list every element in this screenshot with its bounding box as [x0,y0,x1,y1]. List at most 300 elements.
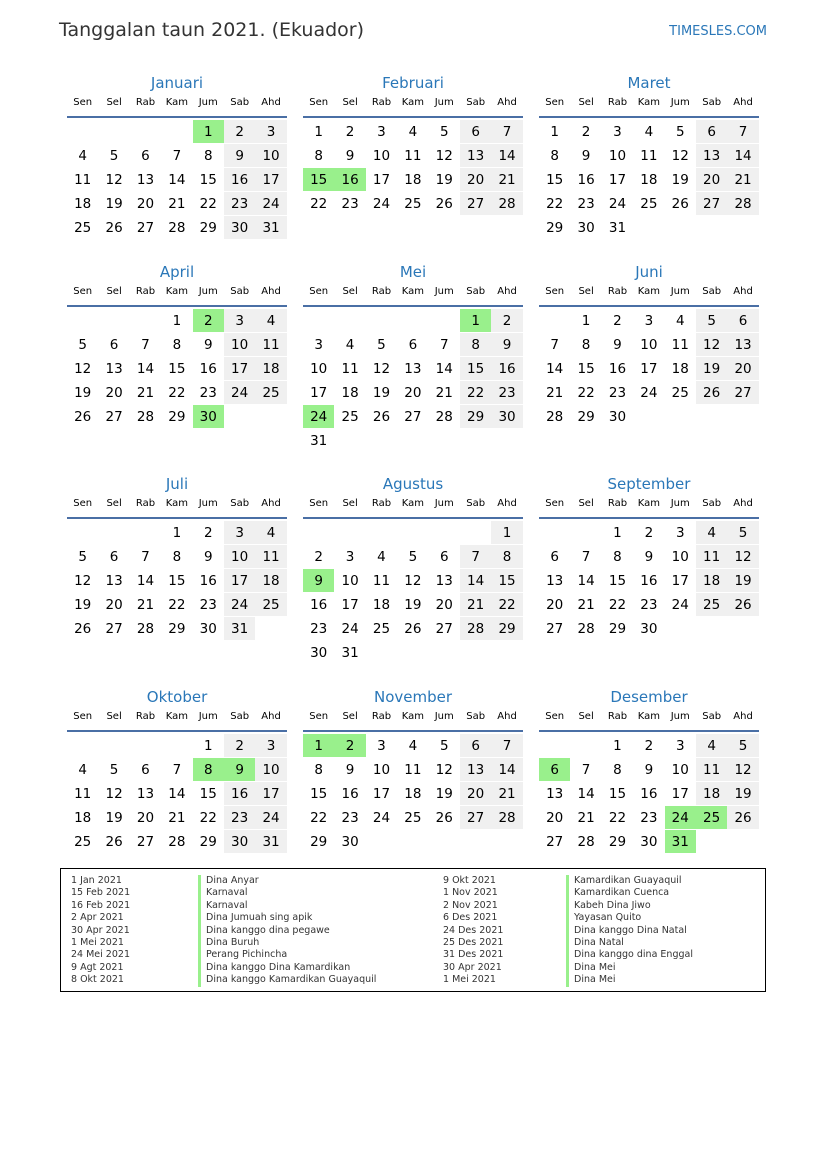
day-cell: 26 [696,380,727,404]
legend-date: 24 Des 2021 [443,924,504,936]
day-cell: 12 [67,356,98,380]
day-cell: 30 [633,616,664,640]
day-cell: 31 [224,616,255,640]
day-cell: 5 [727,733,758,757]
day-cell: 18 [366,592,397,616]
weekday-label: Ahd [261,711,281,722]
day-cell: 4 [255,308,286,332]
day-grid [67,307,287,428]
day-cell: 31 [255,215,286,239]
weekday-label: Sel [106,97,122,108]
day-cell: 2 [224,119,255,143]
empty-day-cell [98,119,129,143]
day-cell: 7 [460,544,491,568]
day-cell: 2 [303,544,334,568]
day-cell: 17 [366,167,397,191]
legend-holiday-name: Perang Pichincha [198,949,376,961]
weekday-label: Rab [135,97,156,108]
day-cell: 23 [334,191,365,215]
day-cell: 9 [334,757,365,781]
day-cell: 9 [570,143,601,167]
month-name: November [373,688,453,706]
weekday-label: Sab [230,286,250,297]
day-cell: 3 [224,520,255,544]
day-cell: 14 [429,356,460,380]
day-cell: 18 [696,781,727,805]
day-cell: 24 [602,191,633,215]
day-cell: 4 [334,332,365,356]
holiday-day-cell: 1 [303,733,334,757]
month-name: Februari [382,74,444,92]
day-cell: 6 [98,332,129,356]
weekday-label: Ahd [261,498,281,509]
legend-date: 6 Des 2021 [443,912,498,924]
weekday-label: Sab [466,711,486,722]
month-block [303,73,523,215]
day-cell: 11 [665,332,696,356]
legend-date: 2 Nov 2021 [443,899,498,911]
day-cell: 6 [429,544,460,568]
legend-holiday-name: Dina Buruh [198,937,376,949]
weekday-label: Ahd [497,286,517,297]
day-cell: 26 [98,829,129,853]
day-cell: 20 [696,167,727,191]
day-cell: 2 [570,119,601,143]
legend-holiday-name: Dina kanggo dina pegawe [198,925,376,937]
weekday-label: Kam [401,286,424,297]
empty-day-cell [161,119,192,143]
day-cell: 26 [67,616,98,640]
day-cell: 1 [161,308,192,332]
weekday-label: Ahd [733,711,753,722]
day-cell: 17 [255,781,286,805]
day-cell: 21 [570,805,601,829]
legend-holiday-name: Kamardikan Cuenca [566,887,693,899]
day-cell: 3 [602,119,633,143]
day-cell: 17 [334,592,365,616]
day-cell: 28 [491,805,522,829]
legend-right-dates [443,875,503,987]
day-cell: 19 [727,568,758,592]
day-cell: 25 [334,404,365,428]
weekday-label: Rab [607,711,628,722]
day-cell: 31 [255,829,286,853]
day-cell: 16 [491,356,522,380]
day-cell: 14 [161,781,192,805]
legend-holiday-name: Dina Natal [566,937,693,949]
day-cell: 16 [334,781,365,805]
day-cell: 24 [633,380,664,404]
weekday-label: Sab [230,97,250,108]
legend-holiday-name: Dina kanggo Dina Kamardikan [198,962,376,974]
weekday-label: Sen [73,498,93,509]
empty-day-cell [460,520,491,544]
day-cell: 13 [98,356,129,380]
day-cell: 10 [665,757,696,781]
day-cell: 4 [633,119,664,143]
weekday-label: Jum [670,498,690,509]
weekday-header [539,495,759,519]
day-cell: 16 [602,356,633,380]
day-cell: 30 [491,404,522,428]
day-cell: 9 [602,332,633,356]
weekday-label: Ahd [261,97,281,108]
legend-date: 1 Mei 2021 [443,974,496,986]
empty-day-cell [67,520,98,544]
day-grid [539,519,759,640]
day-cell: 21 [429,380,460,404]
day-cell: 19 [67,592,98,616]
empty-day-cell [539,520,570,544]
weekday-header [67,708,287,732]
day-cell: 14 [130,356,161,380]
day-cell: 2 [602,308,633,332]
weekday-label: Ahd [497,97,517,108]
weekday-header [539,94,759,118]
day-grid [539,732,759,853]
day-cell: 27 [130,829,161,853]
holiday-day-cell: 2 [193,308,224,332]
weekday-label: Sab [230,711,250,722]
day-cell: 6 [727,308,758,332]
legend-holiday-name: Dina Mei [566,974,693,986]
holiday-day-cell: 9 [224,757,255,781]
day-cell: 1 [161,520,192,544]
day-cell: 13 [539,568,570,592]
weekday-label: Ahd [497,498,517,509]
day-cell: 27 [130,215,161,239]
day-cell: 27 [460,191,491,215]
day-cell: 14 [539,356,570,380]
day-cell: 29 [602,829,633,853]
legend-date: 25 Des 2021 [443,936,504,948]
day-cell: 22 [491,592,522,616]
day-cell: 11 [696,544,727,568]
weekday-label: Sab [466,97,486,108]
day-cell: 6 [98,544,129,568]
weekday-label: Kam [401,711,424,722]
day-cell: 2 [224,733,255,757]
day-cell: 11 [696,757,727,781]
day-cell: 20 [130,191,161,215]
empty-day-cell [98,520,129,544]
day-cell: 25 [665,380,696,404]
weekday-label: Ahd [733,498,753,509]
day-cell: 2 [491,308,522,332]
legend-holiday-name: Dina Mei [566,962,693,974]
day-cell: 20 [98,380,129,404]
day-cell: 13 [460,143,491,167]
day-cell: 5 [98,757,129,781]
weekday-label: Sen [545,286,565,297]
day-cell: 15 [193,781,224,805]
weekday-label: Ahd [733,286,753,297]
legend-holiday-name: Kamardikan Guayaquil [566,875,693,887]
day-cell: 18 [67,191,98,215]
day-cell: 18 [633,167,664,191]
day-cell: 17 [224,568,255,592]
weekday-label: Sel [342,286,358,297]
legend-date: 15 Feb 2021 [71,887,131,899]
legend-date: 1 Nov 2021 [443,887,498,899]
day-cell: 26 [429,191,460,215]
day-grid [303,307,523,452]
day-cell: 9 [633,544,664,568]
weekday-label: Rab [371,711,392,722]
day-cell: 20 [397,380,428,404]
day-cell: 12 [397,568,428,592]
day-cell: 10 [224,332,255,356]
day-cell: 3 [633,308,664,332]
legend-holiday-name: Dina kanggo dina Enggal [566,949,693,961]
day-cell: 13 [696,143,727,167]
day-cell: 14 [460,568,491,592]
day-cell: 24 [366,191,397,215]
weekday-label: Kam [637,97,660,108]
day-cell: 31 [334,640,365,664]
empty-day-cell [334,308,365,332]
day-cell: 18 [665,356,696,380]
empty-day-cell [303,308,334,332]
day-grid [539,118,759,239]
month-name: Desember [610,688,688,706]
day-cell: 28 [727,191,758,215]
day-cell: 10 [366,757,397,781]
day-cell: 25 [67,215,98,239]
day-cell: 25 [366,616,397,640]
day-cell: 23 [491,380,522,404]
day-cell: 2 [193,520,224,544]
day-cell: 22 [602,805,633,829]
day-cell: 23 [224,805,255,829]
month-block [539,687,759,853]
day-cell: 10 [303,356,334,380]
day-cell: 17 [665,568,696,592]
day-cell: 25 [67,829,98,853]
day-cell: 27 [98,404,129,428]
day-cell: 22 [460,380,491,404]
empty-day-cell [161,733,192,757]
day-grid [67,732,287,853]
day-cell: 26 [366,404,397,428]
day-cell: 29 [161,404,192,428]
day-cell: 1 [303,119,334,143]
weekday-label: Sab [466,286,486,297]
day-cell: 16 [633,568,664,592]
weekday-label: Sab [230,498,250,509]
day-cell: 18 [67,805,98,829]
day-cell: 16 [193,568,224,592]
day-cell: 28 [429,404,460,428]
holiday-day-cell: 24 [303,404,334,428]
day-cell: 21 [491,781,522,805]
empty-day-cell [98,733,129,757]
day-cell: 26 [67,404,98,428]
empty-day-cell [539,308,570,332]
day-cell: 24 [366,805,397,829]
day-grid [303,519,523,664]
day-cell: 18 [255,568,286,592]
weekday-header [539,708,759,732]
day-cell: 24 [255,805,286,829]
weekday-label: Jum [434,286,454,297]
day-cell: 14 [161,167,192,191]
day-cell: 20 [98,592,129,616]
day-cell: 15 [570,356,601,380]
weekday-label: Ahd [497,711,517,722]
holiday-day-cell: 2 [334,733,365,757]
month-block [539,262,759,428]
day-cell: 12 [429,757,460,781]
weekday-label: Kam [401,498,424,509]
weekday-label: Kam [637,711,660,722]
day-cell: 9 [193,544,224,568]
legend-left-dates [71,875,130,987]
day-cell: 7 [570,757,601,781]
holiday-day-cell: 8 [193,757,224,781]
day-cell: 29 [303,829,334,853]
month-name: Mei [399,263,427,281]
day-cell: 19 [67,380,98,404]
day-cell: 12 [67,568,98,592]
day-cell: 13 [429,568,460,592]
empty-day-cell [130,119,161,143]
weekday-label: Sel [342,97,358,108]
empty-day-cell [429,520,460,544]
day-cell: 22 [161,592,192,616]
weekday-header [67,495,287,519]
day-cell: 14 [491,143,522,167]
weekday-label: Sen [309,498,329,509]
day-cell: 9 [193,332,224,356]
weekday-label: Jum [670,711,690,722]
day-cell: 5 [696,308,727,332]
day-cell: 21 [161,805,192,829]
day-cell: 7 [491,733,522,757]
day-cell: 8 [193,143,224,167]
day-cell: 17 [366,781,397,805]
day-cell: 8 [491,544,522,568]
day-cell: 27 [539,829,570,853]
day-cell: 5 [665,119,696,143]
weekday-label: Ahd [733,97,753,108]
weekday-label: Sel [106,711,122,722]
holiday-day-cell: 24 [665,805,696,829]
day-cell: 16 [224,167,255,191]
day-cell: 18 [255,356,286,380]
day-cell: 15 [460,356,491,380]
day-cell: 28 [491,191,522,215]
day-cell: 21 [130,592,161,616]
weekday-label: Rab [371,498,392,509]
day-cell: 11 [67,167,98,191]
day-cell: 2 [334,119,365,143]
empty-day-cell [366,520,397,544]
day-cell: 25 [255,592,286,616]
day-cell: 1 [193,733,224,757]
day-cell: 21 [570,592,601,616]
day-cell: 7 [161,757,192,781]
legend-date: 1 Mei 2021 [71,936,124,948]
weekday-label: Rab [371,286,392,297]
legend-holiday-name: Karnaval [198,900,376,912]
legend-holiday-name: Dina kanggo Dina Natal [566,925,693,937]
weekday-label: Jum [670,286,690,297]
day-cell: 15 [161,568,192,592]
day-grid [67,118,287,239]
day-cell: 21 [727,167,758,191]
day-cell: 4 [397,119,428,143]
holiday-day-cell: 9 [303,568,334,592]
day-cell: 20 [727,356,758,380]
day-cell: 6 [130,143,161,167]
holiday-day-cell: 30 [193,404,224,428]
day-cell: 14 [570,781,601,805]
legend-left-names [198,875,376,987]
day-cell: 11 [255,332,286,356]
legend-holiday-name: Dina kanggo Kamardikan Guayaquil [198,974,376,986]
day-cell: 7 [130,544,161,568]
weekday-header [303,495,523,519]
day-cell: 10 [602,143,633,167]
day-cell: 5 [67,544,98,568]
day-cell: 27 [98,616,129,640]
legend-date: 8 Okt 2021 [71,974,124,986]
day-cell: 13 [727,332,758,356]
day-cell: 31 [303,428,334,452]
legend-holiday-name: Yayasan Quito [566,912,693,924]
day-cell: 9 [633,757,664,781]
day-cell: 12 [665,143,696,167]
day-cell: 8 [460,332,491,356]
weekday-label: Sel [578,498,594,509]
day-cell: 5 [98,143,129,167]
day-cell: 8 [303,757,334,781]
weekday-label: Kam [401,97,424,108]
day-cell: 5 [397,544,428,568]
day-cell: 4 [665,308,696,332]
day-cell: 6 [397,332,428,356]
day-cell: 18 [397,781,428,805]
day-cell: 30 [193,616,224,640]
day-cell: 30 [334,829,365,853]
brand-link[interactable]: TIMESLES.COM [669,24,767,39]
weekday-label: Sel [106,286,122,297]
legend-holiday-name: Dina Anyar [198,875,376,887]
day-cell: 4 [696,520,727,544]
day-cell: 28 [161,829,192,853]
day-cell: 15 [161,356,192,380]
weekday-label: Sab [702,286,722,297]
day-cell: 26 [98,215,129,239]
day-cell: 6 [130,757,161,781]
day-cell: 4 [67,757,98,781]
day-cell: 19 [397,592,428,616]
day-cell: 12 [98,781,129,805]
day-cell: 10 [366,143,397,167]
legend-date: 1 Jan 2021 [71,875,122,886]
day-cell: 8 [161,544,192,568]
day-cell: 10 [255,143,286,167]
weekday-label: Sel [578,711,594,722]
day-cell: 15 [193,167,224,191]
day-cell: 23 [193,592,224,616]
day-cell: 8 [570,332,601,356]
month-block [67,73,287,239]
day-cell: 20 [539,805,570,829]
day-cell: 15 [539,167,570,191]
weekday-label: Sel [342,711,358,722]
